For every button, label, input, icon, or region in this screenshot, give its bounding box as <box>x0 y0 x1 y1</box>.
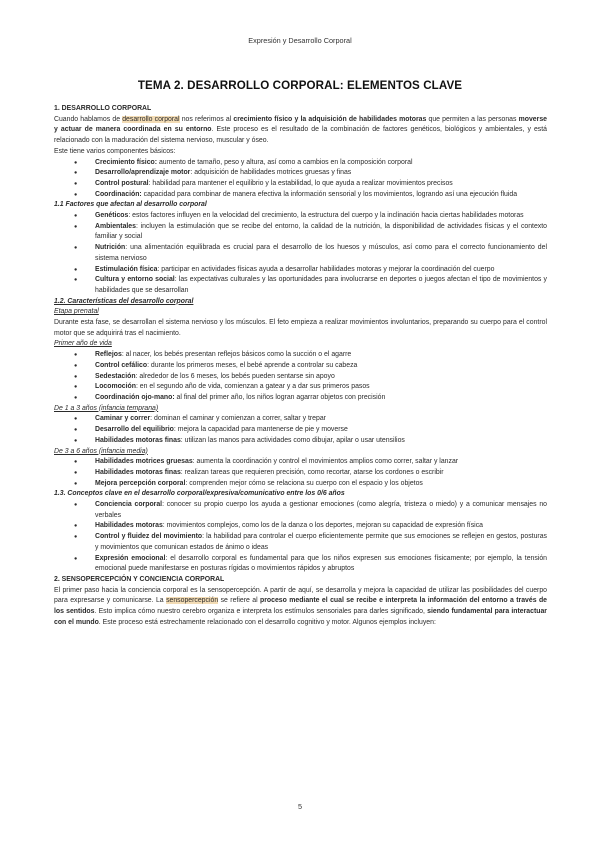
list-item <box>95 425 547 436</box>
item-desc: : realizan tareas que requieren precisión, como recortar, atarse los cordones o escribir <box>180 468 444 476</box>
item-desc: capacidad para combinar de manera efectiva la información sensorial y los movimientos, logrando así una ejecución fluida <box>141 190 518 198</box>
item-term: Cultura y entorno social <box>95 276 175 284</box>
section-1-heading: 1. DESARROLLO CORPORAL <box>54 105 152 112</box>
item-term: Ambientales <box>95 222 136 230</box>
item-desc: : mejora la capacidad para mantenerse de pie y moverse <box>173 426 348 434</box>
document-body <box>54 104 547 628</box>
item-desc: : las expectativas culturales y las oportunidades para involucrarse en deportes o juegos afectan el tipo de movimientos y habilidades que se desarrollan <box>95 276 547 294</box>
item-term: Desarrollo/aprendizaje motor <box>95 169 191 177</box>
item-desc: : habilidad para mantener el equilibrio y la estabilidad, lo que ayuda a realizar movimientos precisos <box>148 179 453 187</box>
year1-heading: Primer año de vida <box>54 340 112 348</box>
item-desc: : el desarrollo corporal es fundamental para que los niños expresen sus emociones físicamente; por ejemplo, la tensión emocional puede manifestarse en posturas rígidas o movimientos rápidos y abruptos <box>95 554 548 573</box>
item-desc: : comprenden mejor cómo se relaciona su cuerpo con el espacio y los objetos <box>185 479 423 487</box>
item-desc: al final del primer año, los niños logran agarrar objetos con precisión <box>174 393 386 401</box>
intro-text: que permiten a las personas <box>426 115 519 123</box>
list-item <box>95 468 547 479</box>
list-item <box>95 554 547 575</box>
section-1-3-heading: 1.3. Conceptos clave en el desarrollo corporal/expresiva/comunicativo entre los 0/6 años <box>54 490 345 498</box>
item-desc: : utilizan las manos para actividades como dibujar, apilar o usar utensilios <box>180 436 405 444</box>
section-2-heading: 2. SENSOPERCEPCIÓN Y CONCIENCIA CORPORAL <box>54 575 225 583</box>
prenatal-heading: Etapa prenatal <box>54 308 99 316</box>
para-text: El primer paso hacia la conciencia corporal es la sensopercepción. A partir de aquí, se desarrolla y mejora la capacidad de utilizar las posibilidades del cuerpo para expresarse y comunicarse. La <box>54 586 547 605</box>
section-2-paragraph <box>54 586 547 629</box>
item-desc: : adquisición de habilidades motrices gruesas y finas <box>190 169 352 177</box>
list-item <box>95 372 547 383</box>
item-term: Locomoción <box>95 383 136 391</box>
year1-list <box>54 350 547 404</box>
item-term: Mejora percepción corporal <box>95 479 186 487</box>
item-term: Habilidades motoras <box>95 522 163 530</box>
item-term: Control cefálico <box>95 361 148 369</box>
item-desc: : la habilidad para controlar el cuerpo eficientemente permite que sus emociones se reflejen en gestos, posturas y movimientos que comunican estados de ánimo o ideas <box>95 533 547 551</box>
item-term: Desarrollo del equilibrio <box>95 426 174 434</box>
components-list <box>54 158 547 201</box>
item-desc: aumento de tamaño, peso y altura, así como a cambios en la composición corporal <box>157 158 413 166</box>
list-item <box>95 243 547 264</box>
item-desc: : aumenta la coordinación y control el movimientos amplios como correr, saltar y lanzar <box>192 458 459 466</box>
list-item <box>95 222 547 243</box>
item-term: Crecimiento físico: <box>95 158 158 166</box>
list-item <box>95 436 547 447</box>
list-item <box>95 457 547 468</box>
item-term: Control y fluidez del movimiento <box>95 533 203 541</box>
item-term: Estimulación física <box>95 265 158 273</box>
list-item <box>95 479 547 490</box>
intro-text: nos referimos al <box>179 115 234 123</box>
prenatal-text: Durante esta fase, se desarrollan el sistema nervioso y los músculos. El feto empieza a realizar movimientos involuntarios, preparando su cuerpo para el control motor que se adquirirá tras el nacimiento. <box>54 319 547 337</box>
item-term: Habilidades motoras finas <box>95 468 181 476</box>
section-1-intro <box>54 115 547 147</box>
list-item <box>95 275 547 296</box>
section-1-2-heading: 1.2. Características del desarrollo corporal <box>54 297 194 305</box>
intro-text: . Este proceso es el resultado de la combinación de factores genéticos, biológicos y ambientales, y está relacionado con la maduración del sistema nervioso, muscular y óseo. <box>54 126 548 145</box>
item-desc: : en el segundo año de vida, comienzan a gatear y a dar sus primeros pasos <box>135 383 370 391</box>
concepts-list <box>54 500 547 575</box>
list-item <box>95 265 547 276</box>
item-desc: : al nacer, los bebés presentan reflejos básicos como la succión o el agarre <box>121 351 352 359</box>
item-term: Habilidades motoras finas <box>95 436 181 444</box>
factors-list <box>54 211 547 297</box>
page-number: 5 <box>297 802 303 811</box>
item-term: Reflejos <box>95 351 122 359</box>
list-item <box>95 382 547 393</box>
item-desc: : participar en actividades físicas ayuda a desarrollar habilidades motoras y mejorar la coordinación del cuerpo <box>157 265 495 273</box>
item-desc: : movimientos complejos, como los de la danza o los deportes, mejoran su capacidad de expresión física <box>162 522 483 530</box>
para-text: se refiere al <box>218 597 261 605</box>
list-item <box>95 521 547 532</box>
item-desc: : dominan el caminar y comienzan a correr, saltar y trepar <box>150 415 326 423</box>
list-item <box>95 158 547 169</box>
bold-phrase: moverse y actuar de manera coordinada en su entorno <box>54 115 547 134</box>
list-item <box>95 414 547 425</box>
item-term: Caminar y correr <box>95 415 151 423</box>
para-text: . Este proceso está estrechamente relacionado con el desarrollo cognitivo y motor. Algunos ejemplos incluyen: <box>98 618 436 626</box>
item-term: Sedestación <box>95 372 136 380</box>
item-term: Coordinación: <box>95 190 142 198</box>
list-item <box>95 361 547 372</box>
y13-heading: De 1 a 3 años (infancia temprana) <box>54 404 159 412</box>
item-term: Conciencia corporal <box>95 501 163 509</box>
para-text: . Esto implica cómo nuestro cerebro organiza e interpreta los estímulos sensoriales para darles significado, <box>94 608 428 616</box>
list-item <box>95 179 547 190</box>
item-term: Control postural <box>95 179 149 187</box>
section-1-1-heading: 1.1 Factores que afectan al desarrollo corporal <box>54 201 207 209</box>
y36-heading: De 3 a 6 años (infancia media) <box>54 447 148 455</box>
item-desc: : conocer su propio cuerpo los ayuda a gestionar emociones (como alegría, tristeza o miedo) y a comunicar mensajes no verbales <box>95 501 547 519</box>
item-desc: : incluyen la estimulación que se recibe del entorno, la calidad de la nutrición, la disponibilidad de actividades físicas y el contexto familiar y social <box>95 222 547 241</box>
item-desc: : estos factores influyen en la velocidad del crecimiento, la estructura del cuerpo y la inclinación hacia ciertas habilidades motoras <box>128 212 524 220</box>
item-desc: : una alimentación equilibrada es crucial para el desarrollo de los huesos y músculos, así como para el correcto funcionamiento del sistema nervioso <box>95 244 547 262</box>
bold-phrase: crecimiento físico y la adquisición de habilidades motoras <box>233 115 427 123</box>
bold-phrase: siendo fundamental para interactuar con el mundo <box>54 608 547 626</box>
highlighted-term: desarrollo corporal <box>122 115 180 123</box>
list-item <box>95 393 547 404</box>
list-item <box>95 500 547 521</box>
y36-list <box>54 457 547 489</box>
list-item <box>95 211 547 222</box>
item-term: Genéticos <box>95 212 129 220</box>
list-item <box>95 532 547 553</box>
item-desc: : alrededor de los 6 meses, los bebés pueden sentarse sin apoyo <box>135 372 335 380</box>
running-header: Expresión y Desarrollo Corporal <box>248 36 352 45</box>
item-term: Habilidades motrices gruesas <box>95 458 193 466</box>
bold-phrase: proceso mediante el cual se recibe e interpreta la información del entorno a través de los sentidos <box>54 597 547 616</box>
components-intro: Este tiene varios componentes básicos: <box>54 147 176 155</box>
y13-list <box>54 414 547 446</box>
item-desc: : durante los primeros meses, el bebé aprende a controlar su cabeza <box>147 361 358 369</box>
list-item <box>95 190 547 201</box>
item-term: Nutrición <box>95 244 126 252</box>
highlighted-term: sensopercepción <box>166 597 219 605</box>
intro-text: Cuando hablamos de <box>54 115 123 123</box>
page-title: TEMA 2. DESARROLLO CORPORAL: ELEMENTOS CLAVE <box>137 79 463 92</box>
list-item <box>95 350 547 361</box>
item-term: Coordinación ojo-mano: <box>95 393 175 401</box>
list-item <box>95 168 547 179</box>
item-term: Expresión emocional <box>95 554 166 562</box>
